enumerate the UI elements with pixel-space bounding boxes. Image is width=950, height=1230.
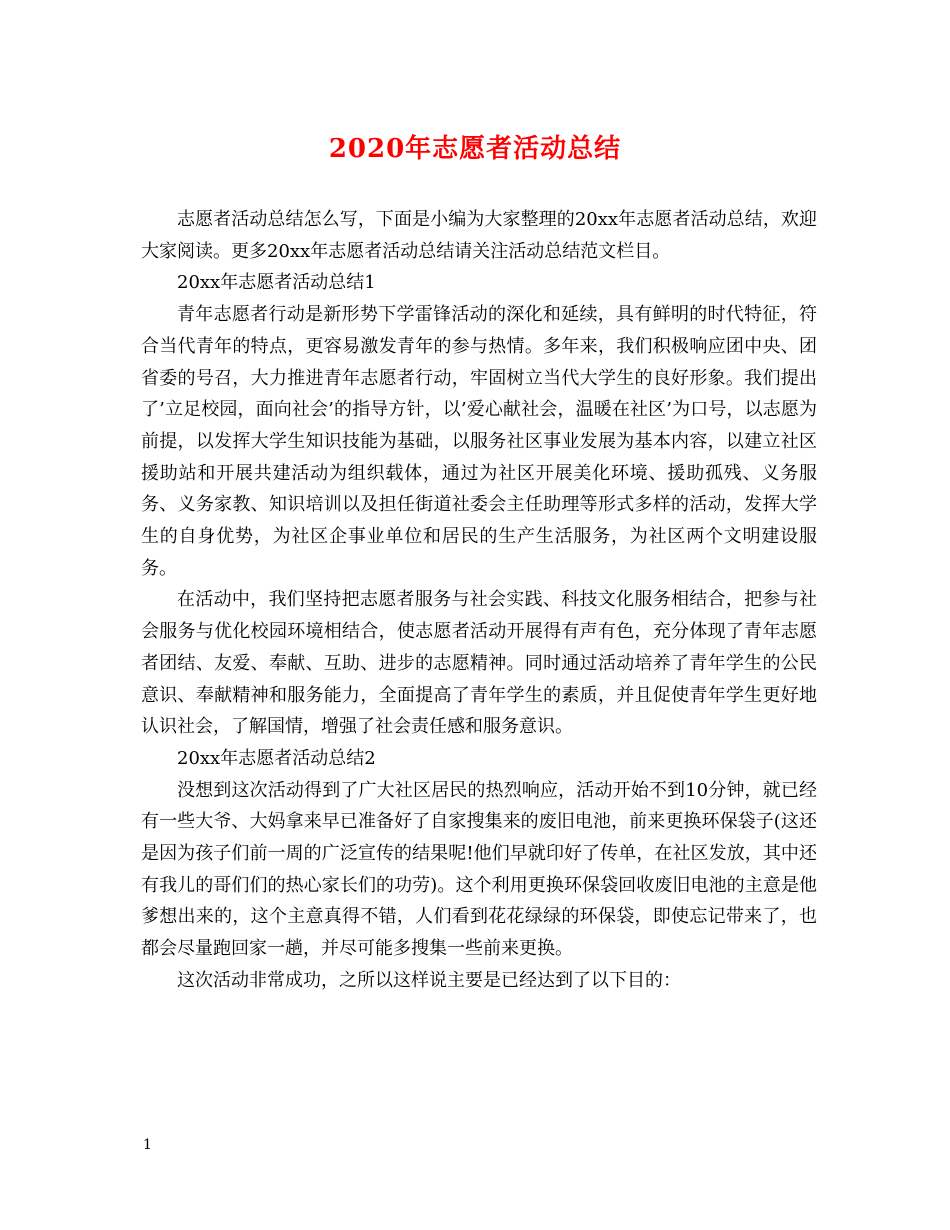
section-heading-2: 20xx年志愿者活动总结2 bbox=[177, 747, 376, 769]
body-paragraph: 青年志愿者行动是新形势下学雷锋活动的深化和延续，具有鲜明的时代特征，符合当代青年的特点，更容易激发青年的参与热情。多年来，我们积极响应团中央、团省委的号召，大力推进青年志愿者行动，牢固树立当代大学生的良好形象。我们提出了’立足校园，面向社会’的指导方针，以’爱心献社会，温暖在社区’为口号，以志愿为前提，以发挥大学生知识技能为基础，以服务社区事业发展为基本内容，以建立社区援助站和开展共建活动为组织载体，通过为社区开展美化环境、援助孤残、义务服务、义务家教、知识培训以及担任街道社委会主任助理等形式多样的活动，发挥大学生的自身优势，为社区企事业单位和居民的生产生活服务，为社区两个文明建设服务。 bbox=[141, 304, 817, 579]
body-paragraph: 没想到这次活动得到了广大社区居民的热烈响应，活动开始不到10分钟，就已经有一些大爷、大妈拿来早已准备好了自家搜集来的废旧电池，前来更换环保袋子(这还是因为孩子们前一周的广泛宣传的结果呢!他们早就印好了传单，在社区发放，其中还有我儿的哥们们的热心家长们的功劳)。这个利用更换环保袋回收废旧电池的主意是他爹想出来的，这个主意真得不错，人们看到花花绿绿的环保袋，即使忘记带来了，也都会尽量跑回家一趟，并尽可能多搜集一些前来更换。 bbox=[141, 779, 817, 960]
page-number: 1 bbox=[143, 1137, 152, 1153]
section-heading-1: 20xx年志愿者活动总结1 bbox=[177, 272, 376, 294]
body-paragraph: 这次活动非常成功，之所以这样说主要是已经达到了以下目的： bbox=[177, 969, 681, 991]
intro-paragraph: 志愿者活动总结怎么写，下面是小编为大家整理的20xx年志愿者活动总结，欢迎大家阅读。更多20xx年志愿者活动总结请关注活动总结范文栏目。 bbox=[141, 209, 817, 262]
document-title: 2020年志愿者活动总结 bbox=[328, 134, 622, 164]
document-body bbox=[141, 204, 817, 997]
body-paragraph: 在活动中，我们坚持把志愿者服务与社会实践、科技文化服务相结合，把参与社会服务与优化校园环境相结合，使志愿者活动开展得有声有色，充分体现了青年志愿者团结、友爱、奉献、互助、进步的志愿精神。同时通过活动培养了青年学生的公民意识、奉献精神和服务能力，全面提高了青年学生的素质，并且促使青年学生更好地认识社会，了解国情，增强了社会责任感和服务意识。 bbox=[141, 589, 817, 738]
